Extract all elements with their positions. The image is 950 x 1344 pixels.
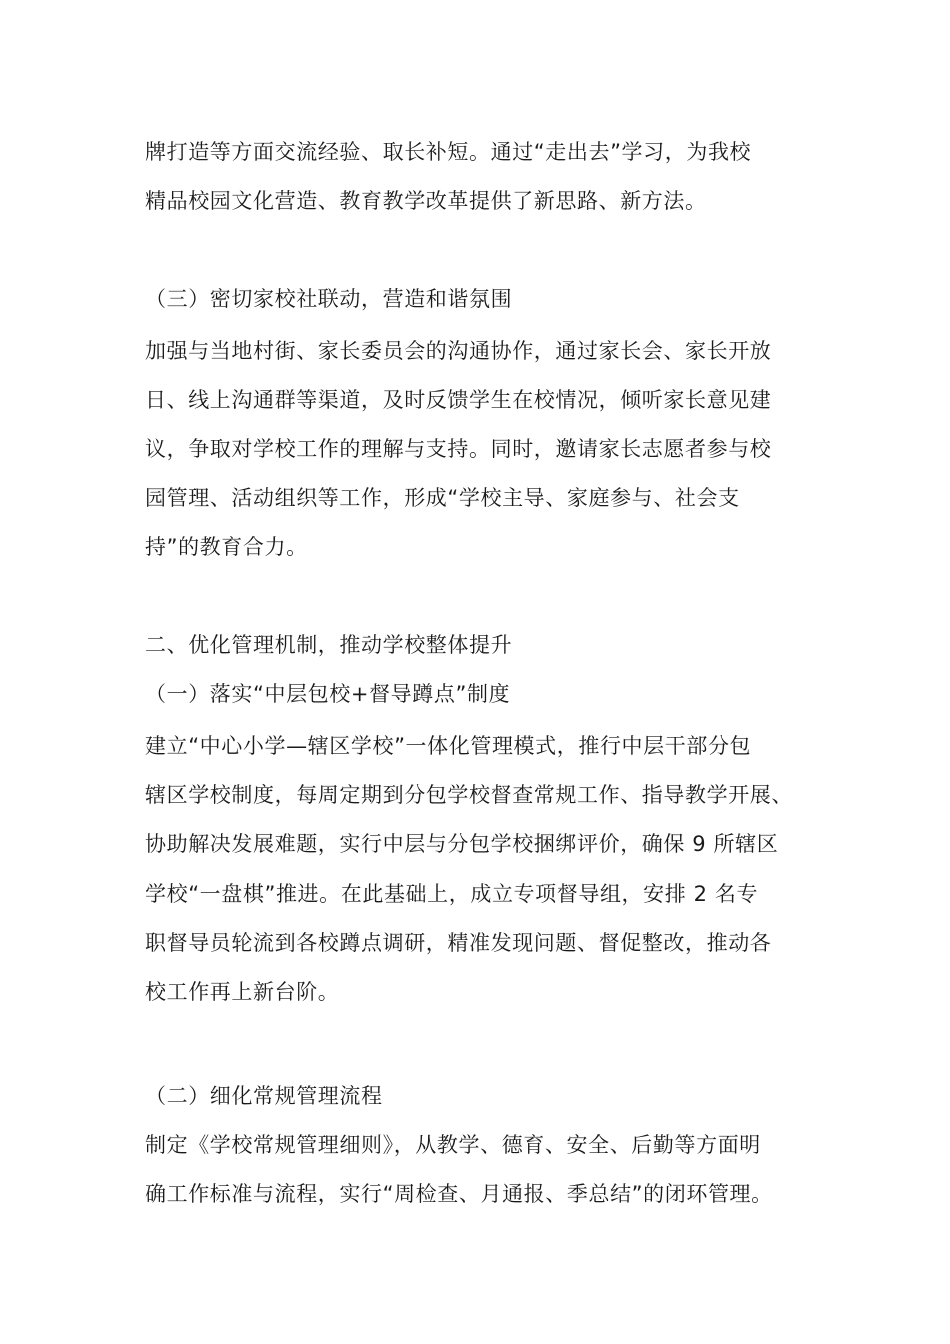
paragraph-line: 建立“中心小学—辖区学校”一体化管理模式，推行中层干部分包 [145, 734, 752, 758]
paragraph-line: 职督导员轮流到各校蹲点调研，精准发现问题、督促整改，推动各 [145, 931, 772, 955]
paragraph-line: 议，争取对学校工作的理解与支持。同时，邀请家长志愿者参与校 [145, 437, 772, 461]
paragraph-line: 协助解决发展难题，实行中层与分包学校捆绑评价，确保 9 所辖区 [145, 832, 779, 856]
paragraph-line: 辖区学校制度，每周定期到分包学校督查常规工作、指导教学开展、 [145, 783, 793, 807]
section-heading: （二）细化常规管理流程 [145, 1084, 383, 1108]
paragraph-line: 日、线上沟通群等渠道，及时反馈学生在校情况，倾听家长意见建 [145, 388, 772, 412]
paragraph-line: 牌打造等方面交流经验、取长补短。通过“走出去”学习，为我校 [145, 140, 752, 164]
section-heading: （三）密切家校社联动，营造和谐氛围 [145, 287, 513, 311]
paragraph-line: 学校“一盘棋”推进。在此基础上，成立专项督导组，安排 2 名专 [145, 882, 759, 906]
chapter-heading: 二、优化管理机制，推动学校整体提升 [145, 633, 513, 657]
paragraph-line: 持”的教育合力。 [145, 535, 308, 559]
paragraph-line: 加强与当地村街、家长委员会的沟通协作，通过家长会、家长开放 [145, 339, 772, 363]
paragraph-line: 园管理、活动组织等工作，形成“学校主导、家庭参与、社会支 [145, 486, 740, 510]
section-heading: （一）落实“中层包校+督导蹲点”制度 [145, 682, 511, 706]
paragraph-line: 确工作标准与流程，实行“周检查、月通报、季总结”的闭环管理。 [145, 1182, 773, 1206]
paragraph-line: 制定《学校常规管理细则》，从教学、德育、安全、后勤等方面明 [145, 1133, 761, 1157]
paragraph-line: 校工作再上新台阶。 [145, 980, 340, 1004]
paragraph-line: 精品校园文化营造、教育教学改革提供了新思路、新方法。 [145, 189, 707, 213]
